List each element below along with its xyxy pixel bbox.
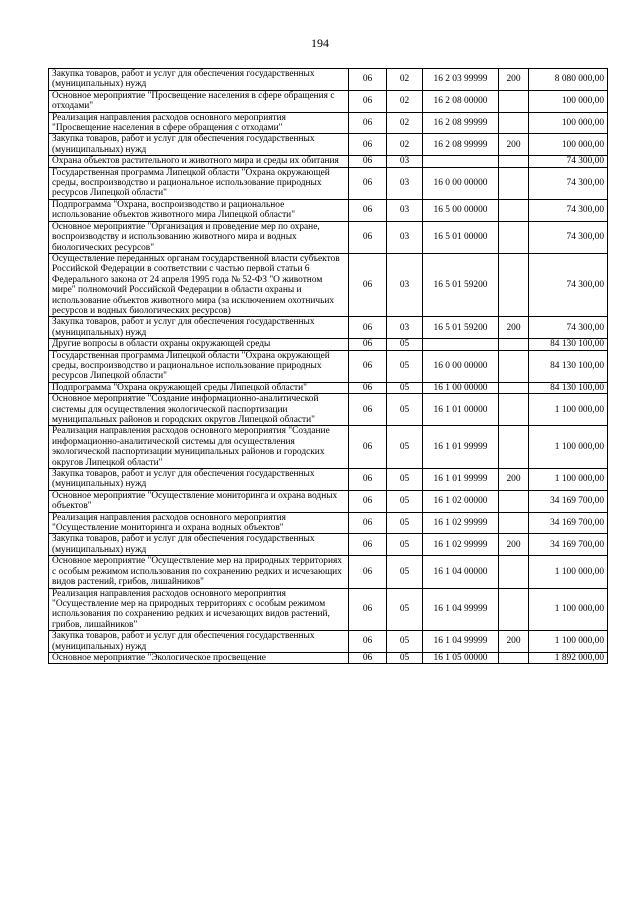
- expense-type-code-cell: 200: [499, 469, 529, 491]
- expense-name-cell: Закупка товаров, работ и услуг для обеспечения государственных (муниципальных) нужд: [49, 534, 349, 556]
- amount-cell: 34 169 700,00: [529, 490, 608, 512]
- expense-type-code-cell: [499, 221, 529, 253]
- expense-name-cell: Охрана объектов растительного и животного мира и среды их обитания: [49, 156, 349, 167]
- budget-table-body: [49, 69, 608, 664]
- expense-type-code-cell: [499, 588, 529, 631]
- expense-name-cell: Основное мероприятие "Осуществление мер на природных территориях с особым режимом использования по сохранению редких и исчезающих видов растений, грибов, лишайников": [49, 556, 349, 588]
- table-row: [49, 253, 608, 316]
- expense-type-code-cell: [499, 339, 529, 350]
- amount-cell: 34 169 700,00: [529, 534, 608, 556]
- target-item-code-cell: 16 2 08 00000: [423, 90, 499, 112]
- amount-cell: 74 300,00: [529, 167, 608, 199]
- section-code-cell: 06: [349, 382, 387, 393]
- subsection-code-cell: 05: [387, 512, 423, 534]
- table-row: [49, 426, 608, 469]
- table-row: [49, 134, 608, 156]
- subsection-code-cell: 05: [387, 350, 423, 382]
- target-item-code-cell: 16 1 01 00000: [423, 394, 499, 426]
- expense-type-code-cell: [499, 394, 529, 426]
- target-item-code-cell: 16 1 01 99999: [423, 426, 499, 469]
- table-row: [49, 534, 608, 556]
- expense-name-cell: Закупка товаров, работ и услуг для обеспечения государственных (муниципальных) нужд: [49, 134, 349, 156]
- table-row: [49, 317, 608, 339]
- target-item-code-cell: 16 1 02 99999: [423, 534, 499, 556]
- target-item-code-cell: 16 1 00 00000: [423, 382, 499, 393]
- target-item-code-cell: 16 1 01 99999: [423, 469, 499, 491]
- target-item-code-cell: 16 2 03 99999: [423, 69, 499, 91]
- section-code-cell: 06: [349, 199, 387, 221]
- subsection-code-cell: 05: [387, 382, 423, 393]
- table-row: [49, 221, 608, 253]
- table-row: [49, 556, 608, 588]
- amount-cell: 74 300,00: [529, 199, 608, 221]
- table-row: [49, 90, 608, 112]
- expense-name-cell: Основное мероприятие "Просвещение населения в сфере обращения с отходами": [49, 90, 349, 112]
- expense-name-cell: Реализация направления расходов основного мероприятия "Создание информационно-аналитической системы для осуществления экологической паспортизации муниципальных районов и городских округов Липецкой области": [49, 426, 349, 469]
- expense-type-code-cell: [499, 90, 529, 112]
- expense-type-code-cell: [499, 156, 529, 167]
- target-item-code-cell: 16 2 08 99999: [423, 134, 499, 156]
- target-item-code-cell: 16 1 04 99999: [423, 631, 499, 653]
- section-code-cell: 06: [349, 221, 387, 253]
- table-row: [49, 490, 608, 512]
- subsection-code-cell: 03: [387, 317, 423, 339]
- expense-type-code-cell: [499, 512, 529, 534]
- section-code-cell: 06: [349, 167, 387, 199]
- section-code-cell: 06: [349, 426, 387, 469]
- target-item-code-cell: [423, 339, 499, 350]
- subsection-code-cell: 05: [387, 339, 423, 350]
- table-row: [49, 339, 608, 350]
- expense-name-cell: Закупка товаров, работ и услуг для обеспечения государственных (муниципальных) нужд: [49, 69, 349, 91]
- section-code-cell: 06: [349, 69, 387, 91]
- amount-cell: 74 300,00: [529, 156, 608, 167]
- amount-cell: 34 169 700,00: [529, 512, 608, 534]
- expense-name-cell: Государственная программа Липецкой области "Охрана окружающей среды, воспроизводство и рациональное использование природных ресурсов Липецкой области": [49, 167, 349, 199]
- subsection-code-cell: 03: [387, 167, 423, 199]
- subsection-code-cell: 05: [387, 631, 423, 653]
- section-code-cell: 06: [349, 317, 387, 339]
- expense-type-code-cell: [499, 253, 529, 316]
- amount-cell: 100 000,00: [529, 90, 608, 112]
- subsection-code-cell: 05: [387, 469, 423, 491]
- expense-name-cell: Реализация направления расходов основного мероприятия "Просвещение населения в сфере обращения с отходами": [49, 112, 349, 134]
- target-item-code-cell: 16 1 04 00000: [423, 556, 499, 588]
- expense-type-code-cell: [499, 652, 529, 663]
- amount-cell: 74 300,00: [529, 317, 608, 339]
- expense-type-code-cell: [499, 382, 529, 393]
- subsection-code-cell: 02: [387, 112, 423, 134]
- section-code-cell: 06: [349, 112, 387, 134]
- expense-name-cell: Основное мероприятие "Осуществление мониторинга и охрана водных объектов": [49, 490, 349, 512]
- subsection-code-cell: 03: [387, 221, 423, 253]
- table-row: [49, 631, 608, 653]
- table-row: [49, 469, 608, 491]
- section-code-cell: 06: [349, 134, 387, 156]
- expense-type-code-cell: [499, 556, 529, 588]
- table-row: [49, 588, 608, 631]
- subsection-code-cell: 05: [387, 426, 423, 469]
- page-number: 194: [311, 36, 329, 50]
- amount-cell: 1 100 000,00: [529, 426, 608, 469]
- expense-type-code-cell: 200: [499, 631, 529, 653]
- table-row: [49, 394, 608, 426]
- section-code-cell: 06: [349, 469, 387, 491]
- expense-name-cell: Реализация направления расходов основного мероприятия "Осуществление мониторинга и охрана водных объектов": [49, 512, 349, 534]
- target-item-code-cell: 16 1 04 99999: [423, 588, 499, 631]
- expense-type-code-cell: [499, 490, 529, 512]
- subsection-code-cell: 05: [387, 490, 423, 512]
- subsection-code-cell: 05: [387, 534, 423, 556]
- table-row: [49, 382, 608, 393]
- section-code-cell: 06: [349, 490, 387, 512]
- expense-name-cell: Подпрограмма "Охрана окружающей среды Липецкой области": [49, 382, 349, 393]
- subsection-code-cell: 02: [387, 134, 423, 156]
- expense-name-cell: Реализация направления расходов основного мероприятия "Осуществление мер на природных территориях с особым режимом использования по сохранению редких и исчезающих видов растений, грибов, лишайников": [49, 588, 349, 631]
- expense-type-code-cell: 200: [499, 317, 529, 339]
- subsection-code-cell: 05: [387, 652, 423, 663]
- subsection-code-cell: 03: [387, 199, 423, 221]
- target-item-code-cell: 16 1 05 00000: [423, 652, 499, 663]
- section-code-cell: 06: [349, 156, 387, 167]
- table-row: [49, 199, 608, 221]
- section-code-cell: 06: [349, 90, 387, 112]
- amount-cell: 1 100 000,00: [529, 631, 608, 653]
- target-item-code-cell: 16 1 02 00000: [423, 490, 499, 512]
- expense-type-code-cell: [499, 167, 529, 199]
- amount-cell: 100 000,00: [529, 112, 608, 134]
- expense-name-cell: Осуществление переданных органам государственной власти субъектов Российской Федерации в соответствии с частью первой статьи 6 Федерального закона от 24 апреля 1995 года № 52-ФЗ "О животном мире" полномочий Российской Федерации в области охраны и использование объектов животного мира (за исключением охотничьих ресурсов и водных биологических ресурсов): [49, 253, 349, 316]
- section-code-cell: 06: [349, 631, 387, 653]
- expense-name-cell: Государственная программа Липецкой области "Охрана окружающей среды, воспроизводство и рациональное использование природных ресурсов Липецкой области": [49, 350, 349, 382]
- section-code-cell: 06: [349, 512, 387, 534]
- expense-type-code-cell: [499, 112, 529, 134]
- subsection-code-cell: 05: [387, 556, 423, 588]
- amount-cell: 1 100 000,00: [529, 588, 608, 631]
- target-item-code-cell: 16 5 01 00000: [423, 221, 499, 253]
- section-code-cell: 06: [349, 394, 387, 426]
- amount-cell: 84 130 100,00: [529, 382, 608, 393]
- expense-name-cell: Другие вопросы в области охраны окружающей среды: [49, 339, 349, 350]
- amount-cell: 100 000,00: [529, 134, 608, 156]
- amount-cell: 84 130 100,00: [529, 350, 608, 382]
- amount-cell: 74 300,00: [529, 253, 608, 316]
- subsection-code-cell: 02: [387, 69, 423, 91]
- subsection-code-cell: 03: [387, 253, 423, 316]
- expense-type-code-cell: 200: [499, 134, 529, 156]
- amount-cell: 74 300,00: [529, 221, 608, 253]
- section-code-cell: 06: [349, 339, 387, 350]
- amount-cell: 84 130 100,00: [529, 339, 608, 350]
- expense-type-code-cell: 200: [499, 69, 529, 91]
- target-item-code-cell: 16 2 08 99999: [423, 112, 499, 134]
- target-item-code-cell: 16 5 00 00000: [423, 199, 499, 221]
- expense-name-cell: Основное мероприятие "Экологическое просвещение: [49, 652, 349, 663]
- section-code-cell: 06: [349, 253, 387, 316]
- budget-table: [48, 68, 608, 664]
- section-code-cell: 06: [349, 534, 387, 556]
- amount-cell: 8 080 000,00: [529, 69, 608, 91]
- section-code-cell: 06: [349, 556, 387, 588]
- table-row: [49, 652, 608, 663]
- expense-type-code-cell: [499, 426, 529, 469]
- expense-name-cell: Подпрограмма "Охрана, воспроизводство и рациональное использование объектов животного мира Липецкой области": [49, 199, 349, 221]
- target-item-code-cell: 16 0 00 00000: [423, 350, 499, 382]
- expense-type-code-cell: [499, 199, 529, 221]
- target-item-code-cell: 16 5 01 59200: [423, 317, 499, 339]
- expense-type-code-cell: 200: [499, 534, 529, 556]
- table-row: [49, 112, 608, 134]
- table-row: [49, 167, 608, 199]
- expense-name-cell: Основное мероприятие "Организация и проведение мер по охране, воспроизводству и использованию животного мира и водных биологических ресурсов": [49, 221, 349, 253]
- expense-name-cell: Закупка товаров, работ и услуг для обеспечения государственных (муниципальных) нужд: [49, 317, 349, 339]
- subsection-code-cell: 03: [387, 156, 423, 167]
- expense-type-code-cell: [499, 350, 529, 382]
- subsection-code-cell: 05: [387, 588, 423, 631]
- amount-cell: 1 100 000,00: [529, 556, 608, 588]
- amount-cell: 1 892 000,00: [529, 652, 608, 663]
- table-row: [49, 350, 608, 382]
- expense-name-cell: Закупка товаров, работ и услуг для обеспечения государственных (муниципальных) нужд: [49, 469, 349, 491]
- expense-name-cell: Основное мероприятие "Создание информационно-аналитической системы для осуществления экологической паспортизации муниципальных районов и городских округов Липецкой области": [49, 394, 349, 426]
- expense-name-cell: Закупка товаров, работ и услуг для обеспечения государственных (муниципальных) нужд: [49, 631, 349, 653]
- table-row: [49, 156, 608, 167]
- target-item-code-cell: 16 0 00 00000: [423, 167, 499, 199]
- amount-cell: 1 100 000,00: [529, 394, 608, 426]
- subsection-code-cell: 05: [387, 394, 423, 426]
- subsection-code-cell: 02: [387, 90, 423, 112]
- amount-cell: 1 100 000,00: [529, 469, 608, 491]
- section-code-cell: 06: [349, 350, 387, 382]
- target-item-code-cell: 16 5 01 59200: [423, 253, 499, 316]
- target-item-code-cell: [423, 156, 499, 167]
- section-code-cell: 06: [349, 588, 387, 631]
- target-item-code-cell: 16 1 02 99999: [423, 512, 499, 534]
- table-row: [49, 512, 608, 534]
- table-row: [49, 69, 608, 91]
- section-code-cell: 06: [349, 652, 387, 663]
